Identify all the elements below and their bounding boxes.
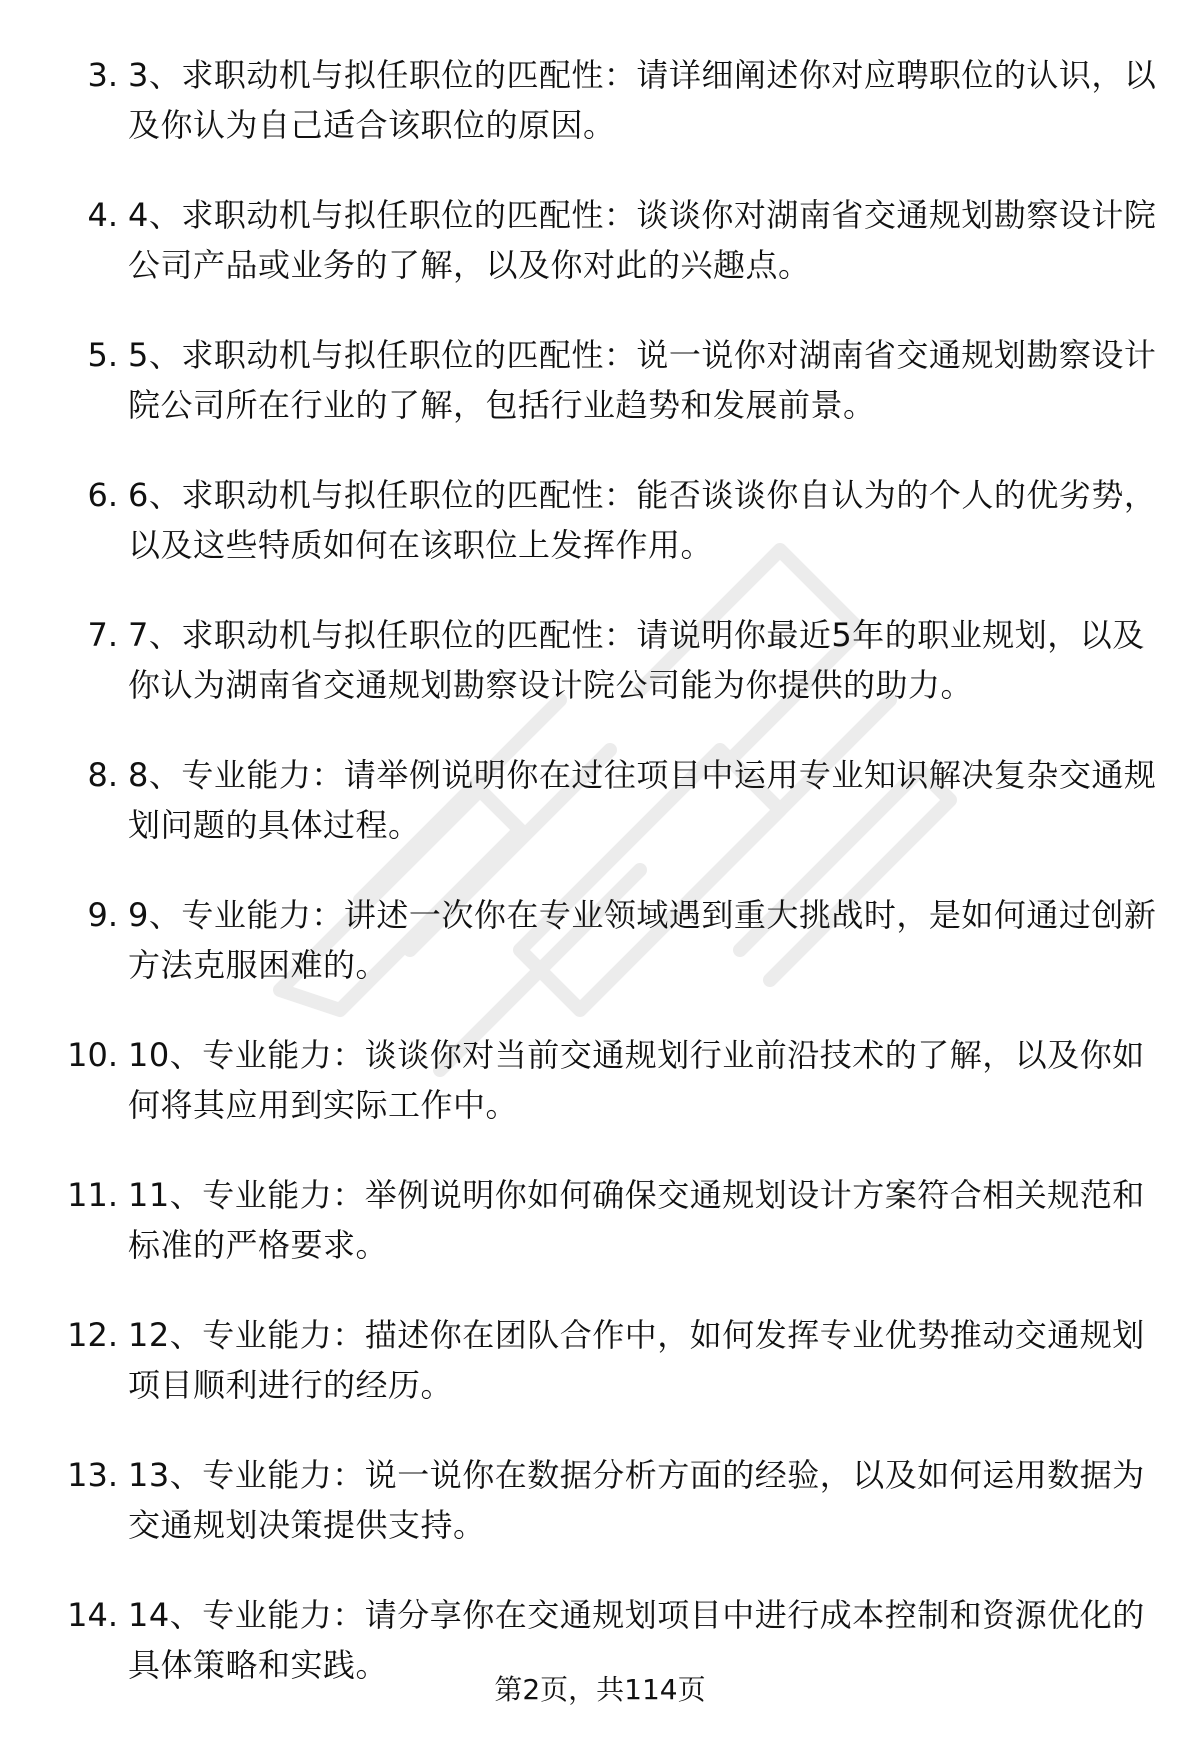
- list-item: [0, 190, 1200, 290]
- list-item: [0, 610, 1200, 710]
- list-item: [0, 1310, 1200, 1410]
- item-number: 14.: [67, 1596, 118, 1634]
- list-item: [0, 50, 1200, 150]
- question-text: 10、专业能力：谈谈你对当前交通规划行业前沿技术的了解，以及你如何将其应用到实际工作中。: [128, 1036, 1145, 1124]
- question-list: [0, 50, 1200, 1730]
- item-number: 5.: [87, 336, 118, 374]
- item-number: 8.: [87, 756, 118, 794]
- item-number: 3.: [87, 56, 118, 94]
- item-number: 10.: [67, 1036, 118, 1074]
- question-text: 8、专业能力：请举例说明你在过往项目中运用专业知识解决复杂交通规划问题的具体过程。: [128, 756, 1157, 844]
- question-text: 5、求职动机与拟任职位的匹配性：说一说你对湖南省交通规划勘察设计院公司所在行业的了解，包括行业趋势和发展前景。: [128, 336, 1157, 424]
- item-number: 4.: [87, 196, 118, 234]
- question-text: 6、求职动机与拟任职位的匹配性：能否谈谈你自认为的个人的优劣势，以及这些特质如何在该职位上发挥作用。: [128, 476, 1157, 564]
- item-number: 13.: [67, 1456, 118, 1494]
- question-text: 12、专业能力：描述你在团队合作中，如何发挥专业优势推动交通规划项目顺利进行的经历。: [128, 1316, 1145, 1404]
- list-item: [0, 1450, 1200, 1550]
- question-text: 11、专业能力：举例说明你如何确保交通规划设计方案符合相关规范和标准的严格要求。: [128, 1176, 1145, 1264]
- list-item: [0, 750, 1200, 850]
- item-number: 9.: [87, 896, 118, 934]
- question-text: 7、求职动机与拟任职位的匹配性：请说明你最近5年的职业规划，以及你认为湖南省交通规划勘察设计院公司能为你提供的助力。: [128, 616, 1145, 704]
- question-text: 9、专业能力：讲述一次你在专业领域遇到重大挑战时，是如何通过创新方法克服困难的。: [128, 896, 1157, 984]
- item-number: 7.: [87, 616, 118, 654]
- question-text: 3、求职动机与拟任职位的匹配性：请详细阐述你对应聘职位的认识，以及你认为自己适合该职位的原因。: [128, 56, 1157, 144]
- list-item: [0, 470, 1200, 570]
- question-text: 4、求职动机与拟任职位的匹配性：谈谈你对湖南省交通规划勘察设计院公司产品或业务的了解，以及你对此的兴趣点。: [128, 196, 1157, 284]
- question-text: 13、专业能力：说一说你在数据分析方面的经验，以及如何运用数据为交通规划决策提供支持。: [128, 1456, 1145, 1544]
- list-item: [0, 1170, 1200, 1270]
- list-item: [0, 330, 1200, 430]
- item-number: 12.: [67, 1316, 118, 1354]
- item-number: 6.: [87, 476, 118, 514]
- list-item: [0, 890, 1200, 990]
- page-number-footer: 第2页，共114页: [494, 1673, 706, 1706]
- question-text: 14、专业能力：请分享你在交通规划项目中进行成本控制和资源优化的具体策略和实践。: [128, 1596, 1145, 1684]
- list-item: [0, 1030, 1200, 1130]
- item-number: 11.: [67, 1176, 118, 1214]
